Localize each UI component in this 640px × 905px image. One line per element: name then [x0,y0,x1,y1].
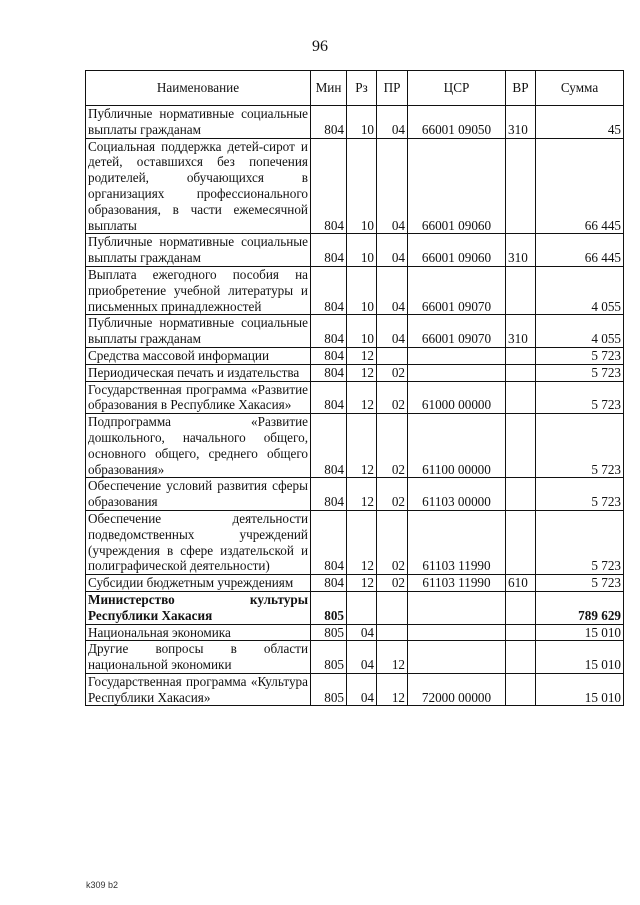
cell-min: 804 [311,381,347,414]
table-row [86,315,624,348]
table-row [86,591,624,624]
cell-sum: 5 723 [536,414,624,478]
cell-vr [506,591,536,624]
cell-rz: 10 [347,234,377,267]
cell-sum: 15 010 [536,673,624,706]
cell-csr: 66001 09060 [408,234,506,267]
cell-pr: 02 [377,510,408,574]
page-number: 96 [312,38,328,55]
cell-csr: 66001 09070 [408,266,506,314]
cell-rz: 12 [347,381,377,414]
cell-csr: 66001 09050 [408,106,506,139]
cell-sum: 5 723 [536,478,624,511]
cell-name: Публичные нормативные социальные выплаты гражданам [86,315,311,348]
cell-vr [506,364,536,381]
table-row [86,478,624,511]
cell-csr: 72000 00000 [408,673,506,706]
cell-pr: 04 [377,106,408,139]
cell-sum: 5 723 [536,575,624,592]
cell-rz: 10 [347,106,377,139]
cell-name: Национальная экономика [86,624,311,641]
table-row [86,138,624,234]
cell-min: 804 [311,138,347,234]
cell-vr [506,478,536,511]
cell-name: Министерство культуры Республики Хакасия [86,591,311,624]
cell-vr [506,510,536,574]
cell-vr [506,414,536,478]
cell-pr: 02 [377,575,408,592]
cell-min: 804 [311,234,347,267]
cell-pr [377,624,408,641]
cell-pr: 02 [377,381,408,414]
cell-name: Публичные нормативные социальные выплаты гражданам [86,106,311,139]
cell-rz: 04 [347,673,377,706]
table-header-row [86,71,624,106]
cell-pr: 04 [377,234,408,267]
cell-rz: 10 [347,138,377,234]
cell-rz: 12 [347,575,377,592]
cell-min: 804 [311,347,347,364]
cell-rz: 10 [347,315,377,348]
column-header-name: Наименование [86,71,311,106]
cell-vr [506,266,536,314]
cell-sum: 15 010 [536,624,624,641]
cell-name: Периодическая печать и издательства [86,364,311,381]
cell-name: Публичные нормативные социальные выплаты гражданам [86,234,311,267]
cell-pr: 04 [377,138,408,234]
table-row [86,510,624,574]
cell-csr [408,641,506,674]
cell-vr [506,624,536,641]
cell-min: 804 [311,414,347,478]
table-row [86,575,624,592]
column-header-min: Мин [311,71,347,106]
cell-min: 805 [311,673,347,706]
cell-rz: 12 [347,478,377,511]
cell-sum: 5 723 [536,364,624,381]
cell-name: Средства массовой информации [86,347,311,364]
cell-vr [506,641,536,674]
cell-csr: 66001 09070 [408,315,506,348]
column-header-csr: ЦСР [408,71,506,106]
table-row [86,624,624,641]
table-row [86,106,624,139]
table-row [86,364,624,381]
cell-rz: 12 [347,364,377,381]
cell-name: Обеспечение деятельности подведомственных учреждений (учреждения в сфере издательской и полиграфической деятельности) [86,510,311,574]
cell-vr [506,673,536,706]
cell-sum: 66 445 [536,234,624,267]
cell-csr [408,364,506,381]
cell-name: Социальная поддержка детей-сирот и детей, оставшихся без попечения родителей, обучающихся в организациях профессионального образования, в части ежемесячной выплаты [86,138,311,234]
cell-csr: 61103 11990 [408,510,506,574]
cell-pr: 02 [377,478,408,511]
cell-pr [377,347,408,364]
cell-name: Выплата ежегодного пособия на приобретение учебной литературы и письменных принадлежностей [86,266,311,314]
cell-sum: 15 010 [536,641,624,674]
cell-csr [408,624,506,641]
cell-pr: 04 [377,266,408,314]
table-body [86,106,624,706]
cell-sum: 4 055 [536,266,624,314]
cell-min: 804 [311,575,347,592]
budget-table [85,70,624,706]
table-row [86,234,624,267]
cell-min: 804 [311,478,347,511]
table-row [86,641,624,674]
cell-sum: 66 445 [536,138,624,234]
cell-csr: 61000 00000 [408,381,506,414]
cell-vr [506,381,536,414]
cell-sum: 4 055 [536,315,624,348]
cell-vr: 310 [506,234,536,267]
cell-vr: 310 [506,315,536,348]
column-header-rz: Рз [347,71,377,106]
cell-sum: 5 723 [536,347,624,364]
cell-csr: 61103 00000 [408,478,506,511]
cell-name: Субсидии бюджетным учреждениям [86,575,311,592]
cell-min: 804 [311,266,347,314]
cell-sum: 789 629 [536,591,624,624]
table-row [86,673,624,706]
cell-name: Обеспечение условий развития сферы образования [86,478,311,511]
cell-pr: 12 [377,641,408,674]
cell-min: 805 [311,624,347,641]
cell-name: Другие вопросы в области национальной экономики [86,641,311,674]
table-row [86,347,624,364]
cell-rz: 10 [347,266,377,314]
cell-pr: 02 [377,364,408,381]
column-header-pr: ПР [377,71,408,106]
cell-min: 804 [311,364,347,381]
cell-csr [408,347,506,364]
cell-min: 805 [311,591,347,624]
cell-csr: 61103 11990 [408,575,506,592]
cell-min: 805 [311,641,347,674]
cell-vr [506,347,536,364]
cell-name: Государственная программа «Развитие образования в Республике Хакасия» [86,381,311,414]
column-header-sum: Сумма [536,71,624,106]
cell-pr: 04 [377,315,408,348]
cell-vr: 610 [506,575,536,592]
table-row [86,414,624,478]
cell-rz: 04 [347,641,377,674]
cell-csr: 61100 00000 [408,414,506,478]
cell-sum: 45 [536,106,624,139]
footer-code: k309 b2 [86,880,119,890]
cell-name: Государственная программа «Культура Республики Хакасия» [86,673,311,706]
cell-sum: 5 723 [536,381,624,414]
cell-csr [408,591,506,624]
cell-rz [347,591,377,624]
cell-min: 804 [311,106,347,139]
cell-min: 804 [311,510,347,574]
cell-vr [506,138,536,234]
cell-rz: 12 [347,347,377,364]
table-row [86,381,624,414]
cell-rz: 12 [347,510,377,574]
cell-pr [377,591,408,624]
cell-rz: 04 [347,624,377,641]
cell-vr: 310 [506,106,536,139]
table-row [86,266,624,314]
cell-rz: 12 [347,414,377,478]
column-header-vr: ВР [506,71,536,106]
cell-min: 804 [311,315,347,348]
cell-sum: 5 723 [536,510,624,574]
cell-name: Подпрограмма «Развитие дошкольного, начального общего, основного общего, среднего общего образования» [86,414,311,478]
cell-pr: 02 [377,414,408,478]
cell-pr: 12 [377,673,408,706]
cell-csr: 66001 09060 [408,138,506,234]
